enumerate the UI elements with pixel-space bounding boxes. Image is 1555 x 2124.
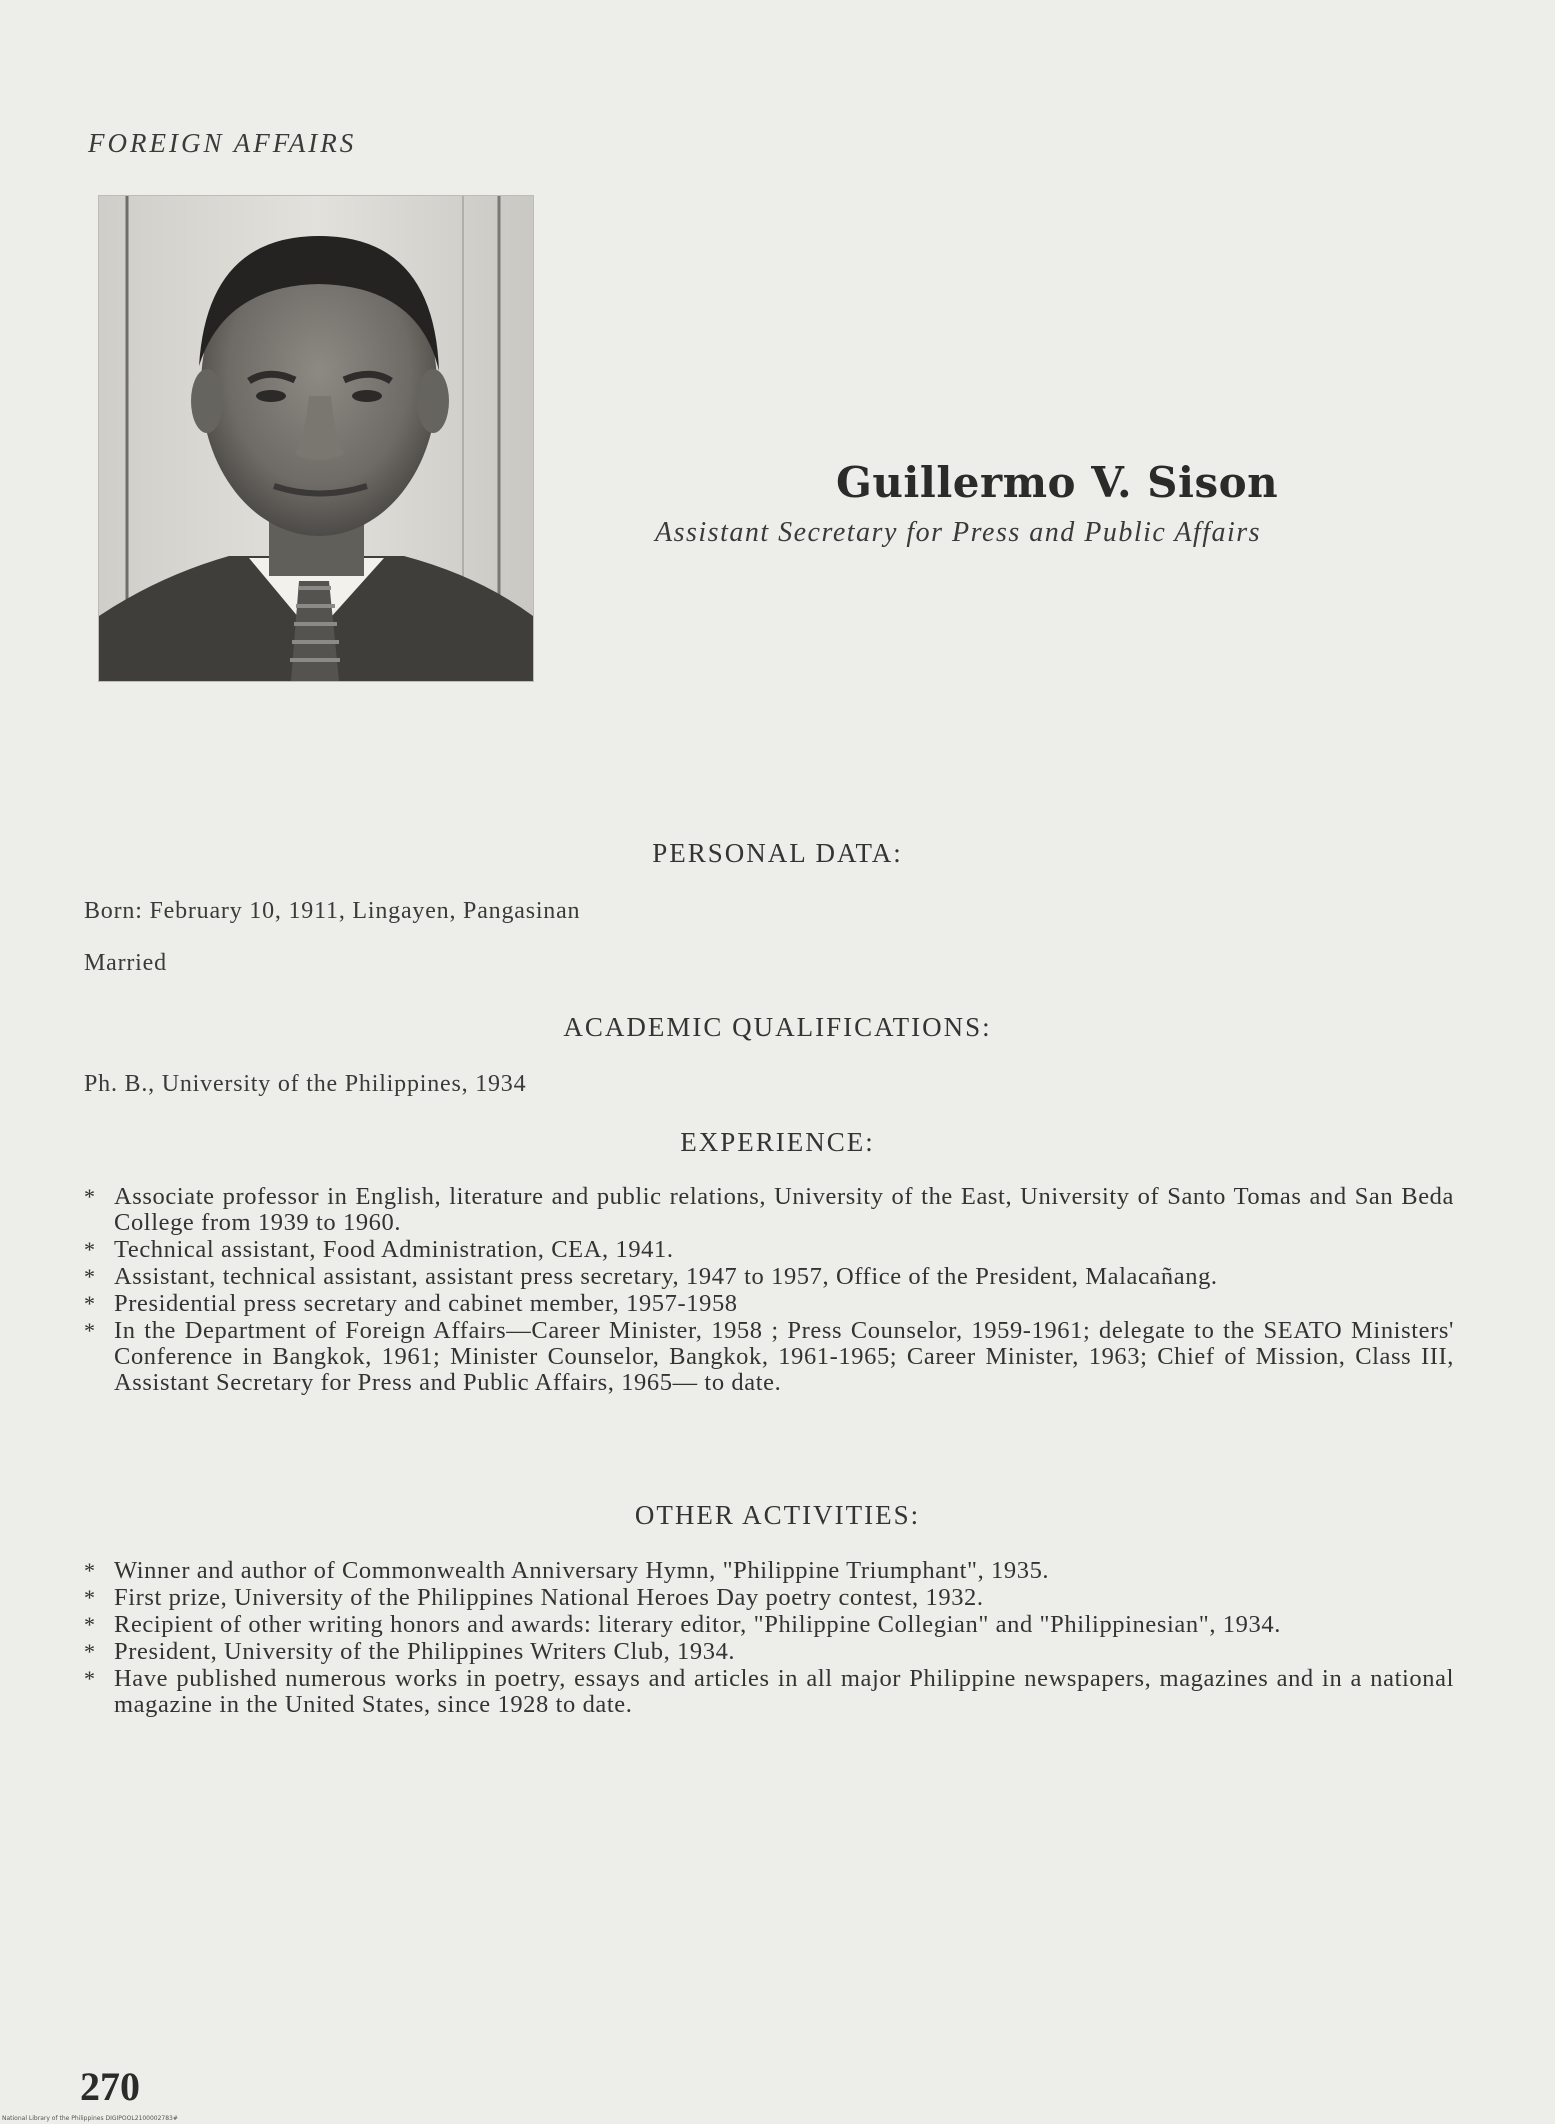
list-item: * Presidential press secretary and cabinet member, 1957-1958 <box>84 1290 738 1317</box>
experience-heading: EXPERIENCE: <box>680 1127 875 1157</box>
person-name: Guillermo V. Sison <box>836 458 1279 507</box>
other-activities-list <box>84 1558 1454 1719</box>
born-line: Born: February 10, 1911, Lingayen, Pangasinan <box>84 898 581 924</box>
list-item: * Winner and author of Commonwealth Anniversary Hymn, "Philippine Triumphant", 1935. <box>84 1557 1050 1584</box>
running-head: FOREIGN AFFAIRS <box>88 128 357 158</box>
bullet-icon: * <box>84 1639 96 1664</box>
bullet-icon: * <box>84 1585 96 1610</box>
bullet-icon: * <box>84 1291 96 1316</box>
bullet-icon: * <box>84 1558 96 1583</box>
bullet-icon: * <box>84 1184 96 1209</box>
list-item: * President, University of the Philippines Writers Club, 1934. <box>84 1638 736 1665</box>
list-item: * Assistant, technical assistant, assistant press secretary, 1947 to 1957, Office of the President, Malacañang. <box>84 1263 1218 1290</box>
list-item: * In the Department of Foreign Affairs—Career Minister, 1958 ; Press Counselor, 1959-1961; delegate to the SEATO Ministers' Conference in Bangkok, 1961; Minister Counselor, Bangkok, 1961-1965; Career Minister, 1963; Chief of Mission, Class III, Assistant Secretary for Press and Public Affairs, 1965— to date. <box>84 1317 1454 1396</box>
bullet-icon: * <box>84 1612 96 1637</box>
list-item: * First prize, University of the Philippines National Heroes Day poetry contest, 1932. <box>84 1584 984 1611</box>
list-item: * Recipient of other writing honors and awards: literary editor, "Philippine Collegian" and "Philippinesian", 1934. <box>84 1611 1281 1638</box>
footer-credit: National Library of the Philippines DIGIPOOL2100002783# <box>2 2115 178 2122</box>
marital-status: Married <box>84 950 167 976</box>
portrait-photo <box>98 195 534 682</box>
experience-list <box>84 1184 1454 1397</box>
bullet-icon: * <box>84 1264 96 1289</box>
academic-heading: ACADEMIC QUALIFICATIONS: <box>563 1012 992 1042</box>
bullet-icon: * <box>84 1666 96 1691</box>
portrait-illustration <box>99 196 533 681</box>
page-number: 270 <box>80 2064 140 2109</box>
person-position: Assistant Secretary for Press and Public Affairs <box>655 517 1262 548</box>
other-activities-heading: OTHER ACTIVITIES: <box>634 1500 921 1530</box>
list-item: * Technical assistant, Food Administration, CEA, 1941. <box>84 1236 674 1263</box>
personal-data-heading: PERSONAL DATA: <box>652 838 903 868</box>
list-item: * Have published numerous works in poetry, essays and articles in all major Philippine newspapers, magazines and in a national magazine in the United States, since 1928 to date. <box>84 1665 1454 1718</box>
bullet-icon: * <box>84 1318 96 1343</box>
degree-line: Ph. B., University of the Philippines, 1934 <box>84 1071 527 1097</box>
list-item: * Associate professor in English, literature and public relations, University of the East, University of Santo Tomas and San Beda College from 1939 to 1960. <box>84 1183 1454 1236</box>
bullet-icon: * <box>84 1237 96 1262</box>
